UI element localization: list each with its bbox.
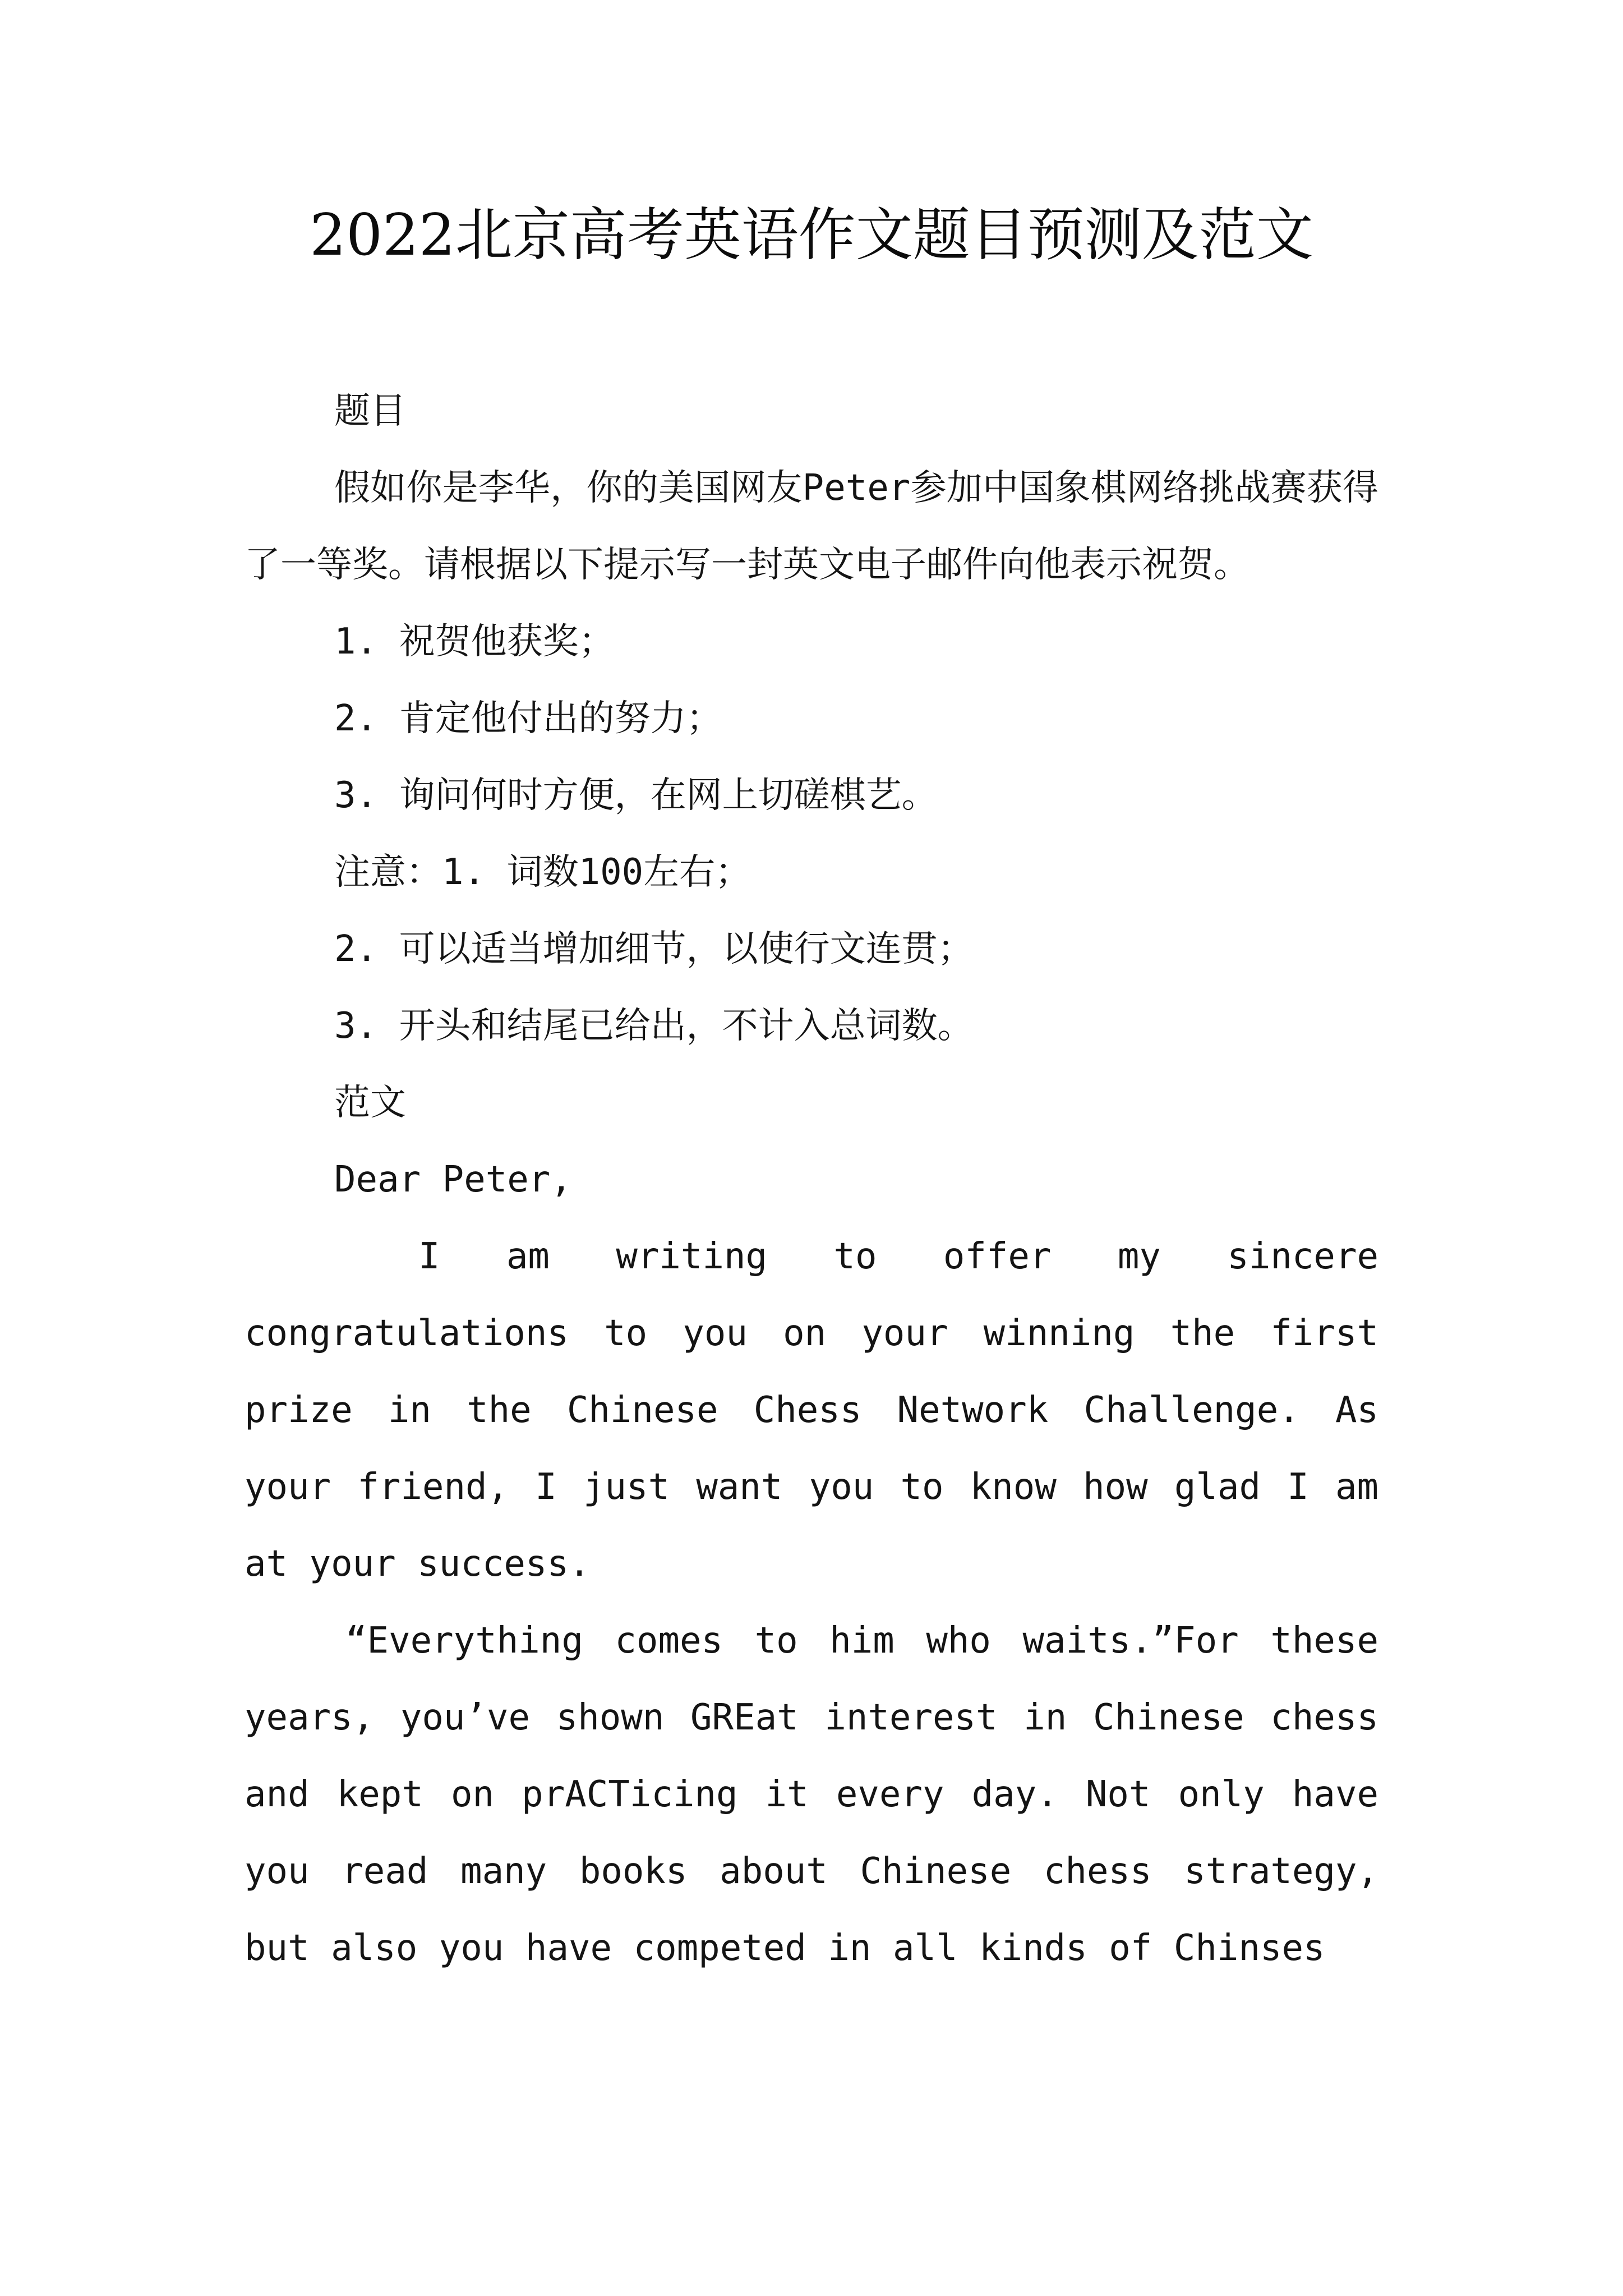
document-body	[245, 373, 1378, 1987]
note-1: 注意：1. 词数100左右；	[334, 852, 751, 893]
sample-heading: 范文	[334, 1082, 406, 1124]
prompt-point-3: 3. 询问何时方便，在网上切磋棋艺。	[334, 775, 938, 816]
salutation: Dear Peter,	[334, 1159, 572, 1200]
note-2: 2. 可以适当增加细节，以使行文连贯；	[334, 928, 974, 970]
document-title: 2022北京高考英语作文题目预测及范文	[310, 202, 1313, 269]
note-3: 3. 开头和结尾已给出，不计入总词数。	[334, 1005, 974, 1047]
prompt-text: 假如你是李华，你的美国网友Peter参加中国象棋网络挑战赛获得了一等奖。请根据以下提示写一封英文电子邮件向他表示祝贺。	[245, 467, 1378, 586]
prompt-point-2: 2. 肯定他付出的努力；	[334, 698, 722, 739]
prompt-heading: 题目	[334, 390, 406, 432]
prompt-point-1: 1. 祝贺他获奖；	[334, 621, 615, 662]
sample-paragraph-1: I am writing to offer my sincere congratulations to you on your winning the first prize in the Chinese Chess Network Challenge. As your friend, I just want you to know how glad I am at your success.	[245, 1236, 1378, 1585]
sample-paragraph-2: “Everything comes to him who waits.”For these years, you’ve shown GREat interest in Chinese chess and kept on prACTicing it every day. Not only have you read many books about Chinese chess strategy, but also you have competed in all kinds of Chinses	[245, 1620, 1378, 1969]
